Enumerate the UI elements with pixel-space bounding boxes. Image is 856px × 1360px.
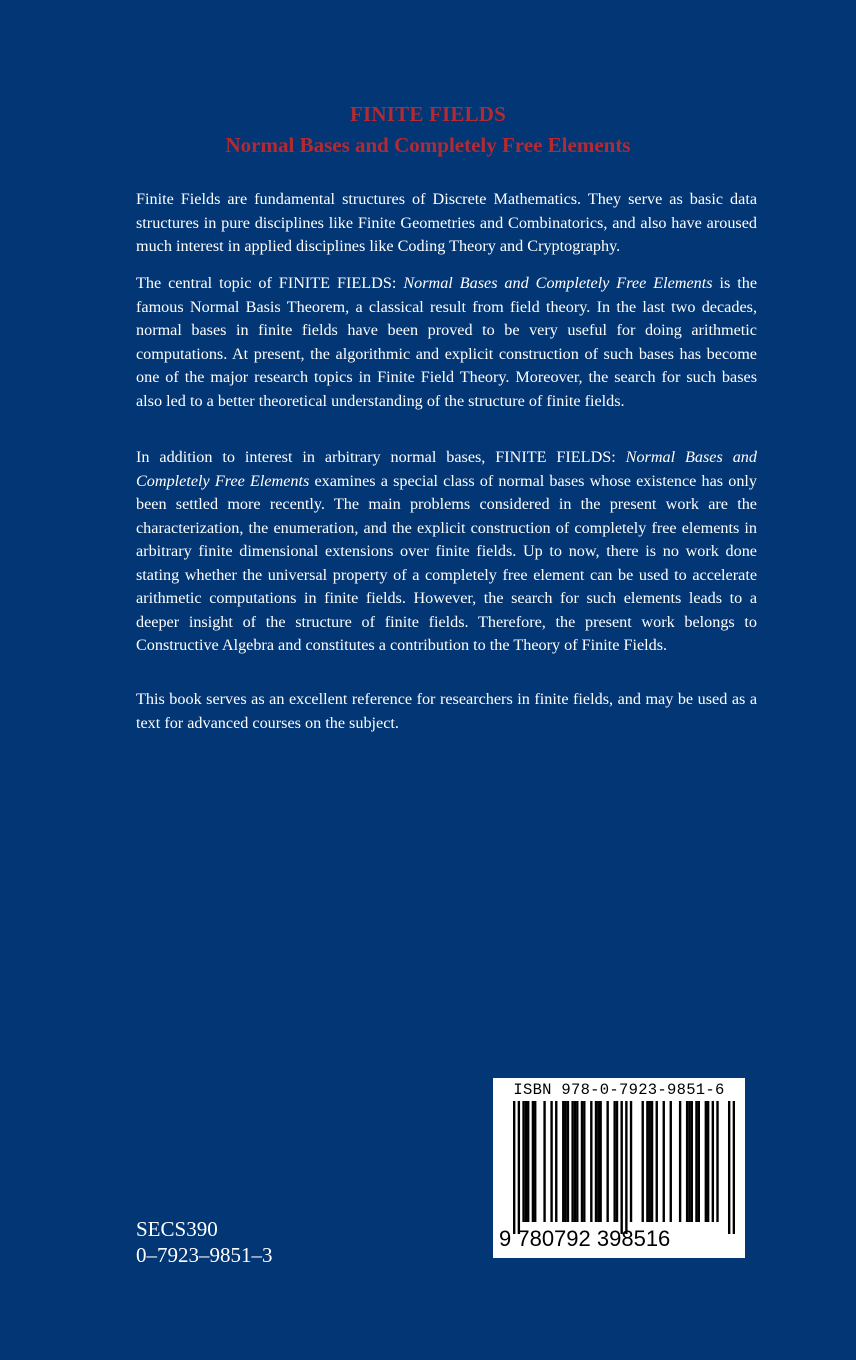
barcode-bar [620,1101,622,1234]
barcode-bar [691,1101,693,1222]
barcode-bar [581,1101,583,1222]
barcode-bar [733,1101,735,1234]
barcode-bar [576,1101,578,1222]
barcode-bar [532,1101,534,1222]
barcode-bar [649,1101,651,1222]
ean-digits: 9 780792 398516 [499,1226,671,1251]
barcode-bar [705,1101,707,1222]
p3-lead: In addition to interest in arbitrary normal bases, FINITE FIELDS: [136,448,626,466]
barcode-bar [513,1101,515,1234]
barcode-bar [562,1101,564,1222]
barcode-bar [642,1101,644,1222]
book-subtitle: Normal Bases and Completely Free Elements [225,133,631,157]
barcode-bar [616,1101,618,1222]
barcode-bar [663,1101,665,1222]
barcode-bar [679,1101,681,1222]
book-title: FINITE FIELDS [349,102,507,126]
barcode-bar [599,1101,601,1222]
barcode-bar [527,1101,529,1222]
blurb-paragraph-2 [136,272,757,413]
barcode-bar [728,1101,730,1234]
barcode-panel [493,1078,745,1258]
barcode-bar [555,1101,557,1222]
barcode-bar [613,1101,615,1222]
barcode-bar [574,1101,576,1222]
barcode-bar [651,1101,653,1222]
barcode-bar [625,1101,627,1234]
barcode-bar [686,1101,688,1222]
isbn-10: 0–7923–9851–3 [136,1243,273,1267]
barcode-bar [550,1101,552,1222]
blurb-paragraph-1: Finite Fields are fundamental structures of Discrete Mathematics. They serve as basic data structures in pure disciplines like Finite Geometries and Combinatorics, and also have aroused much interest in applied disciplines like Coding Theory and Cryptography. [136,190,757,255]
barcode-bar [567,1101,569,1222]
p2-lead: The central topic of FINITE FIELDS: [136,274,404,292]
barcode-bar [670,1101,672,1222]
barcode-bar [707,1101,709,1222]
barcode-bar [595,1101,597,1222]
barcode-bar [606,1101,608,1222]
p3-body: examines a special class of normal bases whose existence has only been settled more recently. The main problems considered in the present work are the characterization, the enumeration, and the explicit construction of completely free elements in arbitrary finite dimensional extensions over finite fields. Up to now, there is no work done stating whether the universal property of a completely free element can be used to accelerate arithmetic computations in finite fields. However, the search for such elements leads to a deeper insight of the structure of finite fields. Therefore, the present work belongs to Constructive Algebra and constitutes a contribution to the Theory of Finite Fields. [136,471,757,654]
isbn-label: ISBN 978-0-7923-9851-6 [513,1081,725,1099]
barcode-bar [597,1101,599,1222]
barcode-bar [630,1101,632,1222]
barcode-bar [695,1101,697,1222]
series-code: SECS390 [136,1217,218,1241]
blurb-paragraph-4: This book serves as an excellent reference for researchers in finite fields, and may be used as a text for advanced courses on the subject. [136,690,757,732]
barcode-bar [583,1101,585,1222]
barcode-bar [712,1101,714,1222]
barcode-bar [543,1101,545,1222]
barcode-bar [698,1101,700,1222]
barcode-bar [688,1101,690,1222]
p2-body: is the famous Normal Basis Theorem, a classical result from field theory. In the last two decades, normal bases in finite fields have been proved to be very useful for doing arithmetic computations. At present, the algorithmic and explicit construction of such bases has become one of the major research topics in Finite Field Theory. Moreover, the search for such bases also led to a better theoretical understanding of the structure of finite fields. [136,274,757,410]
p3-italic-title: Normal Bases and Completely Free Elements [136,448,757,490]
barcode-bar [534,1101,536,1222]
barcode-bar [590,1101,592,1222]
barcode-bar [518,1101,520,1234]
barcode-bar [716,1101,718,1222]
blurb-paragraph-3 [136,446,757,658]
barcode-bars [513,1101,735,1234]
barcode-bar [571,1101,573,1222]
barcode-bar [564,1101,566,1222]
barcode-bar [522,1101,524,1222]
barcode-bar [525,1101,527,1222]
barcode-bar [646,1101,648,1222]
barcode-bar [656,1101,658,1222]
p2-italic-title: Normal Bases and Completely Free Elements [403,274,713,292]
